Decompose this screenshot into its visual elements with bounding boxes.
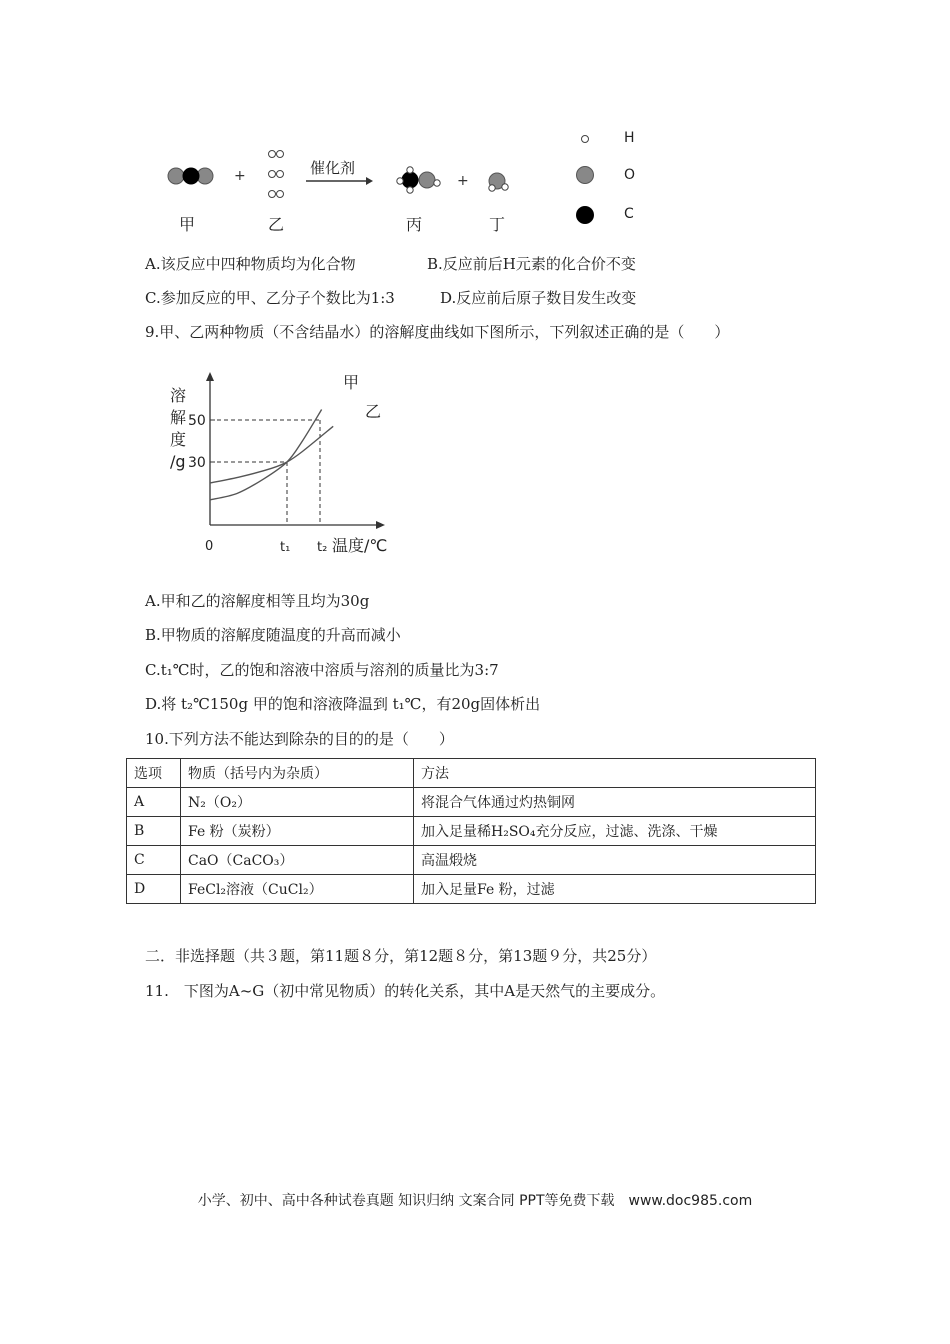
y-axis-arrow <box>206 372 214 381</box>
label-ding: 丁 <box>489 215 506 234</box>
y-axis-label-char: /g <box>170 452 186 471</box>
q9-option-a: A.甲和乙的溶解度相等且均为30g <box>145 592 370 610</box>
molecule-jia <box>168 168 213 185</box>
table-row <box>127 788 816 817</box>
series-label: 乙 <box>365 402 382 421</box>
legend-h-label: H <box>624 130 635 146</box>
series-curve-jia <box>210 410 322 500</box>
q8-option-d: D.反应前后原子数目发生改变 <box>440 289 637 307</box>
legend-h-atom <box>582 136 589 143</box>
impurity-table <box>126 758 816 904</box>
y-axis-label-char: 度 <box>170 430 187 449</box>
table-cell: D <box>127 875 181 904</box>
y-tick-label: 50 <box>188 413 206 429</box>
q8-option-b: B.反应前后H元素的化合价不变 <box>427 255 636 273</box>
plus-sign-1: + <box>234 168 246 184</box>
page-footer: 小学、初中、高中各种试卷真题 知识归纳 文案合同 PPT等免费下载 www.doc985.com <box>197 1193 753 1209</box>
y-tick-label: 30 <box>188 455 206 471</box>
table-cell: FeCl₂溶液（CuCl₂） <box>181 875 414 904</box>
q8-option-c: C.参加反应的甲、乙分子个数比为1:3 <box>145 289 395 307</box>
y-axis-label-char: 解 <box>170 408 187 427</box>
q10-stem: 10.下列方法不能达到除杂的目的的是（ ） <box>145 730 454 748</box>
q9-stem: 9.甲、乙两种物质（不含结晶水）的溶解度曲线如下图所示，下列叙述正确的是（ ） <box>145 323 730 341</box>
legend-c-atom <box>576 206 594 224</box>
table-row <box>127 817 816 846</box>
q11-stem: 11. 下图为A~G（初中常见物质）的转化关系，其中A是天然气的主要成分。 <box>145 982 666 1000</box>
molecule-ding <box>489 173 508 191</box>
chart-guides <box>210 420 320 525</box>
table-header-cell: 选项 <box>127 759 181 788</box>
table-cell: B <box>127 817 181 846</box>
label-jia: 甲 <box>179 215 196 234</box>
legend-o-label: O <box>624 167 636 183</box>
table-cell: Fe 粉（炭粉） <box>181 817 414 846</box>
section2-heading: 二．非选择题（共３题，第11题８分，第12题８分，第13题９分，共25分） <box>145 947 657 965</box>
q9-option-d: D.将 t₂℃150g 甲的饱和溶液降温到 t₁℃，有20g固体析出 <box>145 695 541 713</box>
table-cell: 加入足量稀H₂SO₄充分反应，过滤、洗涤、干燥 <box>414 817 816 846</box>
table-header-cell: 物质（括号内为杂质） <box>181 759 414 788</box>
table-cell: CaO（CaCO₃） <box>181 846 414 875</box>
q8-option-a: A.该反应中四种物质均为化合物 <box>145 255 356 273</box>
molecule-bing <box>397 167 440 193</box>
chart-curves <box>210 410 333 500</box>
series-label: 甲 <box>343 373 360 392</box>
table-cell: 加入足量Fe 粉，过滤 <box>414 875 816 904</box>
label-bing: 丙 <box>406 215 423 234</box>
label-yi: 乙 <box>268 215 285 234</box>
x-axis-label: 温度/℃ <box>332 536 388 555</box>
table-cell: 高温煅烧 <box>414 846 816 875</box>
table-cell: N₂（O₂） <box>181 788 414 817</box>
chart-text <box>170 373 387 555</box>
table-row <box>127 846 816 875</box>
q9-option-c: C.t₁℃时，乙的饱和溶液中溶质与溶剂的质量比为3:7 <box>145 661 499 679</box>
molecule-yi <box>269 151 284 198</box>
table-cell: 将混合气体通过灼热铜网 <box>414 788 816 817</box>
solubility-chart <box>160 365 400 565</box>
catalyst-label: 催化剂 <box>310 159 356 177</box>
table-cell: C <box>127 846 181 875</box>
table-header-cell: 方法 <box>414 759 816 788</box>
table-header-row <box>127 759 816 788</box>
plus-sign-2: + <box>457 173 469 189</box>
catalyst-arrow <box>306 177 373 185</box>
legend-c-label: C <box>624 206 634 222</box>
x-tick-label: t₁ <box>280 540 291 555</box>
origin-label: 0 <box>205 539 214 554</box>
x-tick-label: t₂ <box>317 540 328 555</box>
legend-o-atom <box>577 167 594 184</box>
x-axis-arrow <box>376 521 385 529</box>
table-row <box>127 875 816 904</box>
y-axis-label-char: 溶 <box>170 386 187 405</box>
table-cell: A <box>127 788 181 817</box>
q9-option-b: B.甲物质的溶解度随温度的升高而减小 <box>145 626 401 644</box>
